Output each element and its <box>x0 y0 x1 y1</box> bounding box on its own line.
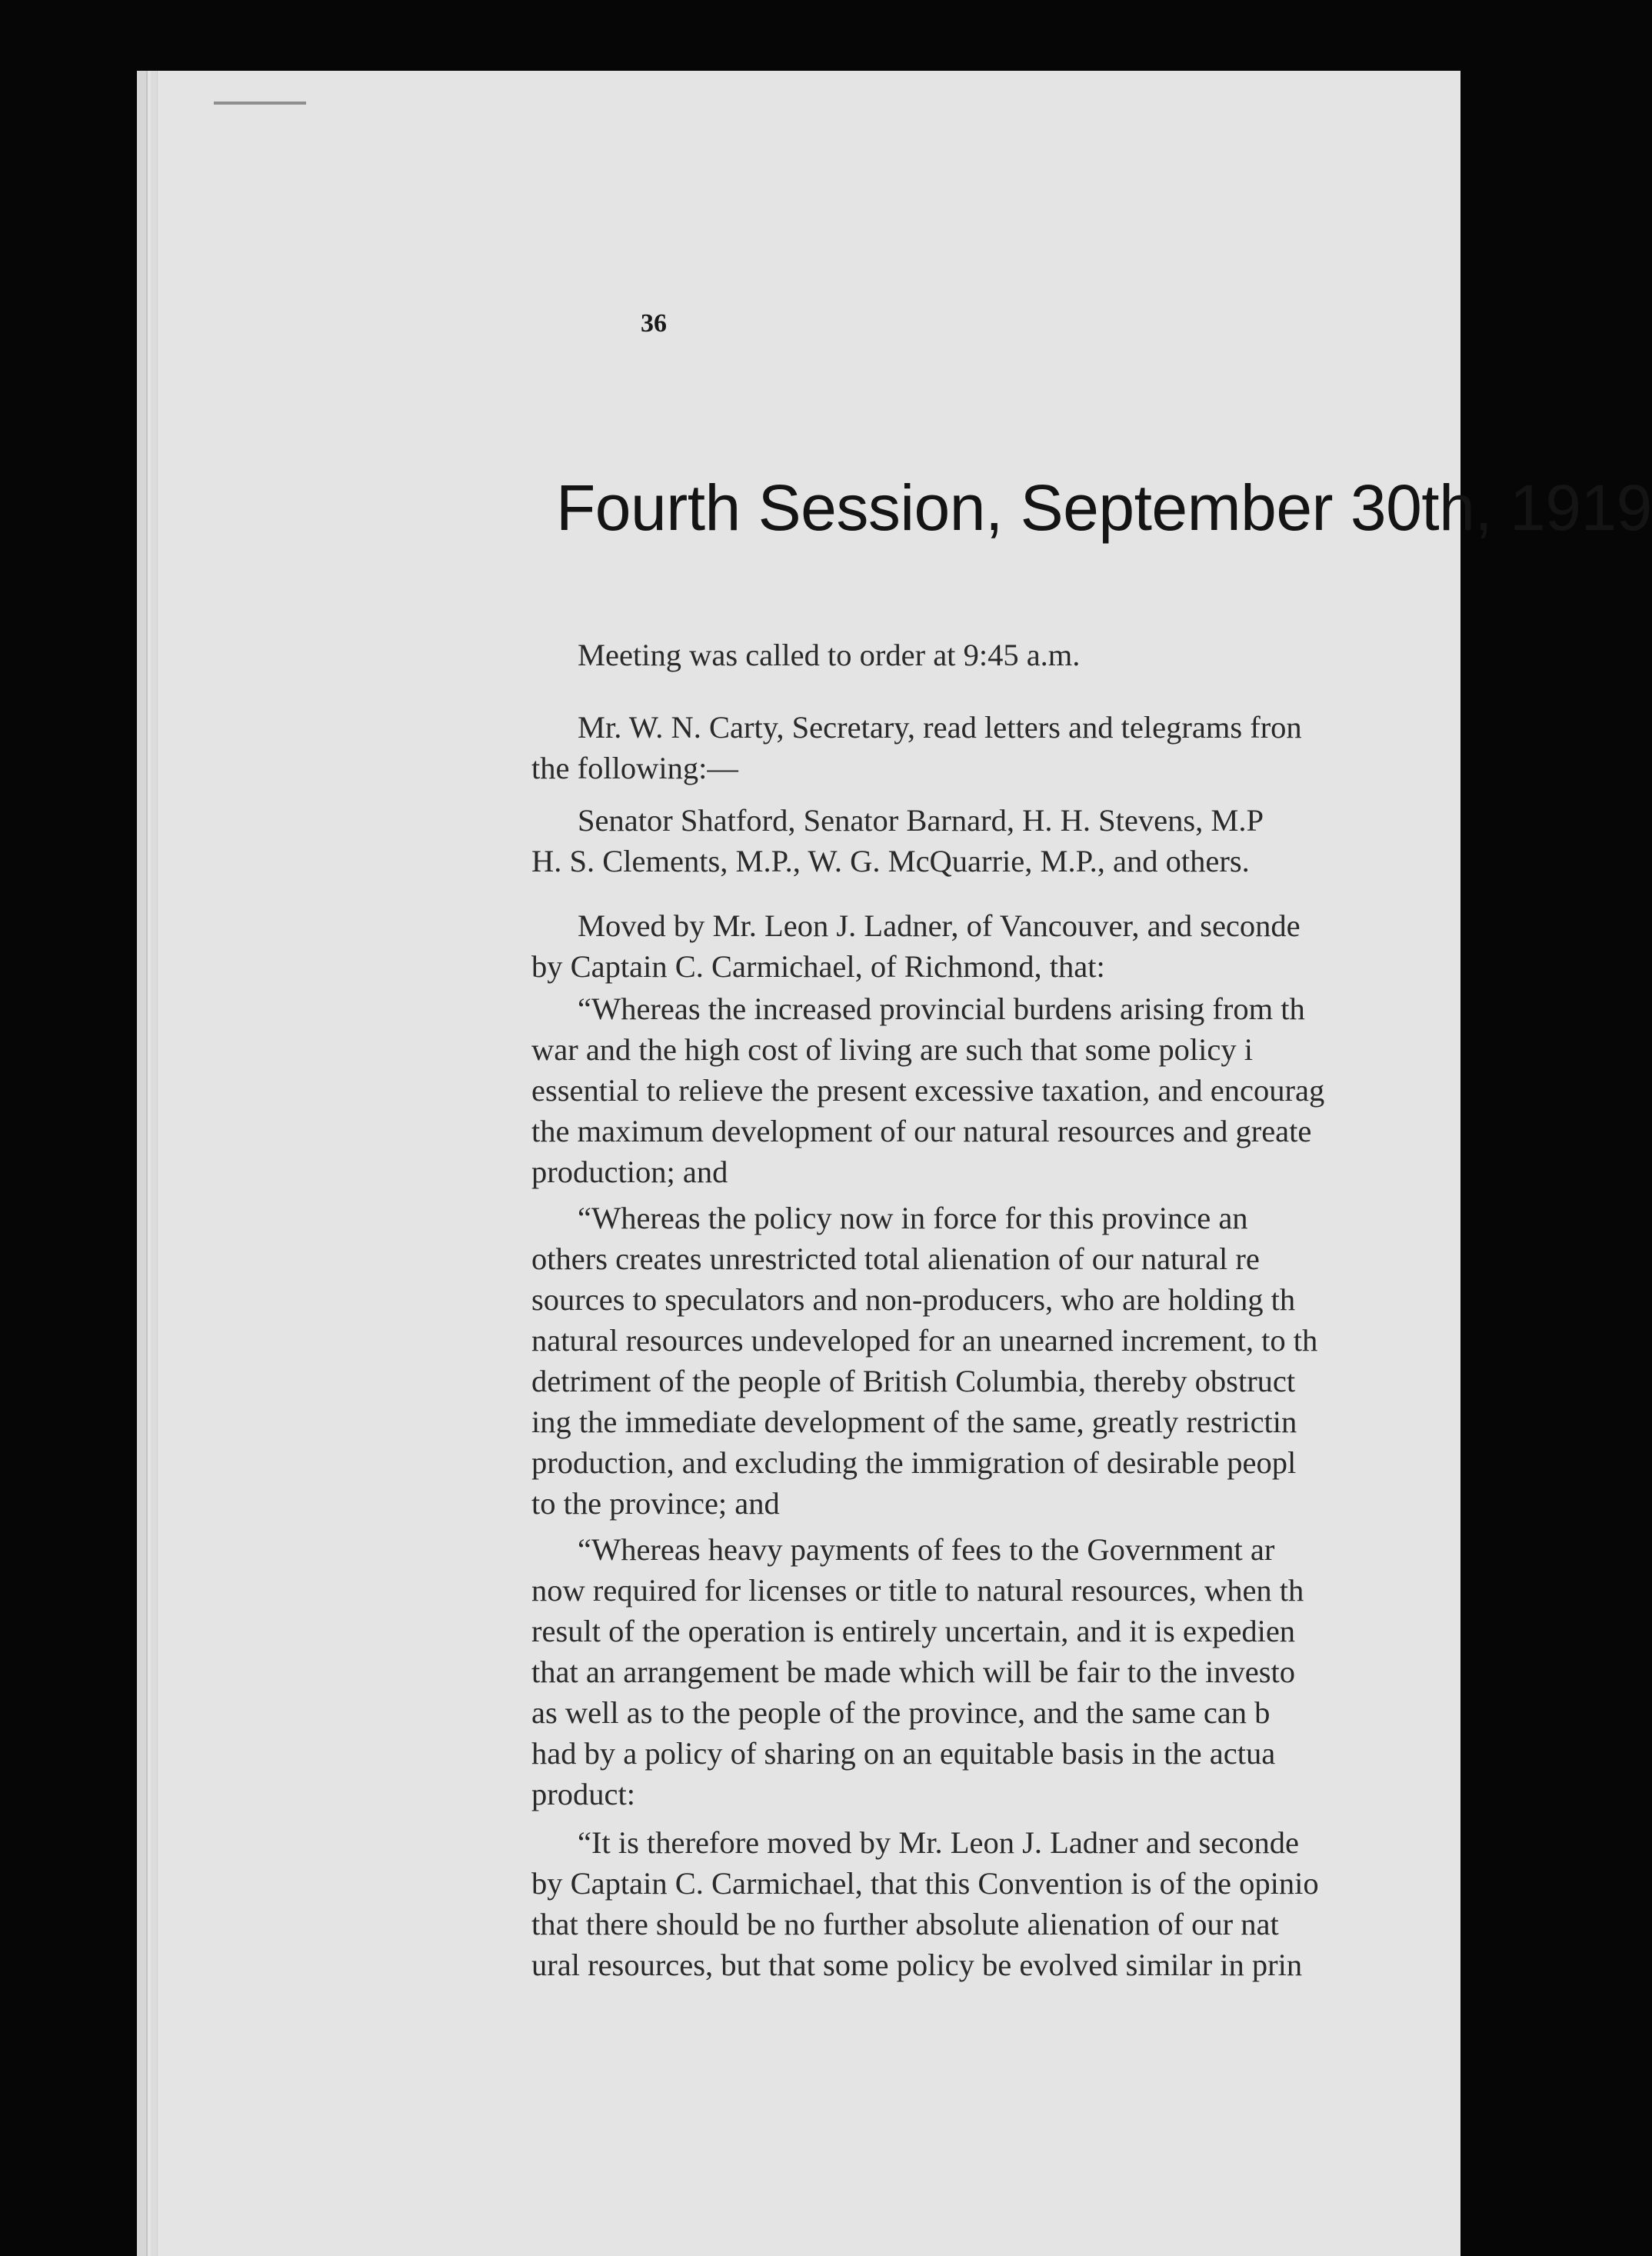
text-line: Senator Shatford, Senator Barnard, H. H. Stevens, M.P <box>578 803 1264 838</box>
text-line: by Captain C. Carmichael, that this Convention is of the opinio <box>531 1866 1319 1901</box>
text-line: Moved by Mr. Leon J. Ladner, of Vancouver, and seconde <box>578 908 1301 943</box>
paragraph <box>531 800 1608 881</box>
page-edge-strip <box>137 71 148 2256</box>
text-line: sources to speculators and non-producers, who are holding th <box>531 1282 1296 1317</box>
text-line: production; and <box>531 1155 728 1189</box>
paragraph <box>531 1198 1608 1524</box>
paragraph <box>531 988 1608 1192</box>
text-line: “Whereas the increased provincial burdens arising from th <box>578 991 1305 1026</box>
paragraph <box>531 635 1608 675</box>
text-line: as well as to the people of the province, and the same can b <box>531 1695 1271 1730</box>
text-line: H. S. Clements, M.P., W. G. McQuarrie, M.P., and others. <box>531 844 1250 878</box>
text-line: “It is therefore moved by Mr. Leon J. Ladner and seconde <box>578 1825 1299 1860</box>
text-line: natural resources undeveloped for an unearned increment, to th <box>531 1323 1318 1358</box>
text-line: ural resources, but that some policy be evolved similar in prin <box>531 1948 1303 1982</box>
text-line: Mr. W. N. Carty, Secretary, read letters and telegrams fron <box>578 710 1302 745</box>
text-line: the following:— <box>531 751 738 785</box>
text-line: now required for licenses or title to natural resources, when th <box>531 1573 1304 1608</box>
page-edge-strip-inner <box>151 71 158 2256</box>
text-line: Meeting was called to order at 9:45 a.m. <box>578 638 1081 672</box>
text-line: had by a policy of sharing on an equitable basis in the actua <box>531 1736 1276 1771</box>
document-page <box>137 71 1652 2256</box>
text-line: essential to relieve the present excessive taxation, and encourag <box>531 1073 1325 1108</box>
text-line: “Whereas heavy payments of fees to the Government ar <box>578 1532 1275 1567</box>
text-line: that there should be no further absolute alienation of our nat <box>531 1907 1279 1941</box>
page-number: 36 <box>641 309 667 338</box>
paragraph <box>531 905 1608 987</box>
text-line: war and the high cost of living are such that some policy i <box>531 1032 1254 1067</box>
paragraph <box>531 1529 1608 1814</box>
text-line: “Whereas the policy now in force for this province an <box>578 1201 1248 1235</box>
text-line: by Captain C. Carmichael, of Richmond, that: <box>531 949 1105 984</box>
text-line: detriment of the people of British Columbia, thereby obstruct <box>531 1364 1296 1398</box>
text-line: product: <box>531 1777 635 1811</box>
scan-artifact <box>214 102 306 105</box>
text-line: to the province; and <box>531 1486 780 1521</box>
paragraph <box>531 707 1608 788</box>
text-line: production, and excluding the immigration of desirable peopl <box>531 1445 1297 1480</box>
paragraph <box>531 1822 1608 1985</box>
text-line: ing the immediate development of the same, greatly restrictin <box>531 1405 1297 1439</box>
text-line: that an arrangement be made which will be fair to the investo <box>531 1655 1296 1689</box>
text-line: others creates unrestricted total alienation of our natural re <box>531 1241 1260 1276</box>
text-line: result of the operation is entirely uncertain, and it is expedien <box>531 1614 1296 1648</box>
page-title: Fourth Session, September 30th, 1919 <box>556 472 1652 544</box>
text-line: the maximum development of our natural resources and greate <box>531 1114 1312 1148</box>
